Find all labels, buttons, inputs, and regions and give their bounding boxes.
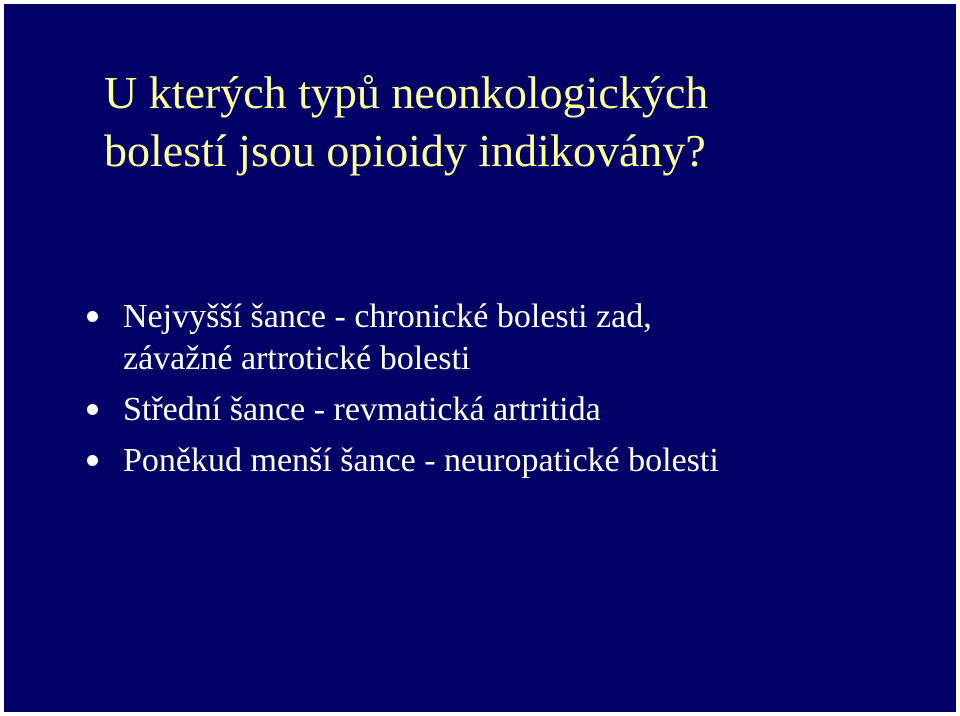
- slide: [4, 4, 956, 712]
- bullet-list: [84, 296, 944, 491]
- bullet-item-highest-chance: [84, 296, 944, 380]
- bullet-line: Střední šance - revmatická artritida: [123, 391, 601, 428]
- slide-title: [104, 64, 924, 180]
- title-line-2: bolestí jsou opioidy indikovány?: [104, 125, 706, 176]
- bullet-item-medium-chance: [84, 389, 944, 431]
- bullet-line: závažné artrotické bolesti: [123, 340, 471, 377]
- bullet-line: Nejvyšší šance - chronické bolesti zad,: [123, 298, 652, 335]
- bullet-text: [123, 389, 944, 431]
- title-line-1: U kterých typů neonkologických: [104, 67, 709, 118]
- bullet-dot-icon: [87, 311, 98, 322]
- bullet-item-lower-chance: [84, 440, 944, 482]
- bullet-text: [123, 440, 944, 482]
- bullet-line: Poněkud menší šance - neuropatické bolesti: [123, 442, 719, 479]
- bullet-dot-icon: [87, 404, 98, 415]
- bullet-dot-icon: [87, 455, 98, 466]
- bullet-text: [123, 296, 944, 380]
